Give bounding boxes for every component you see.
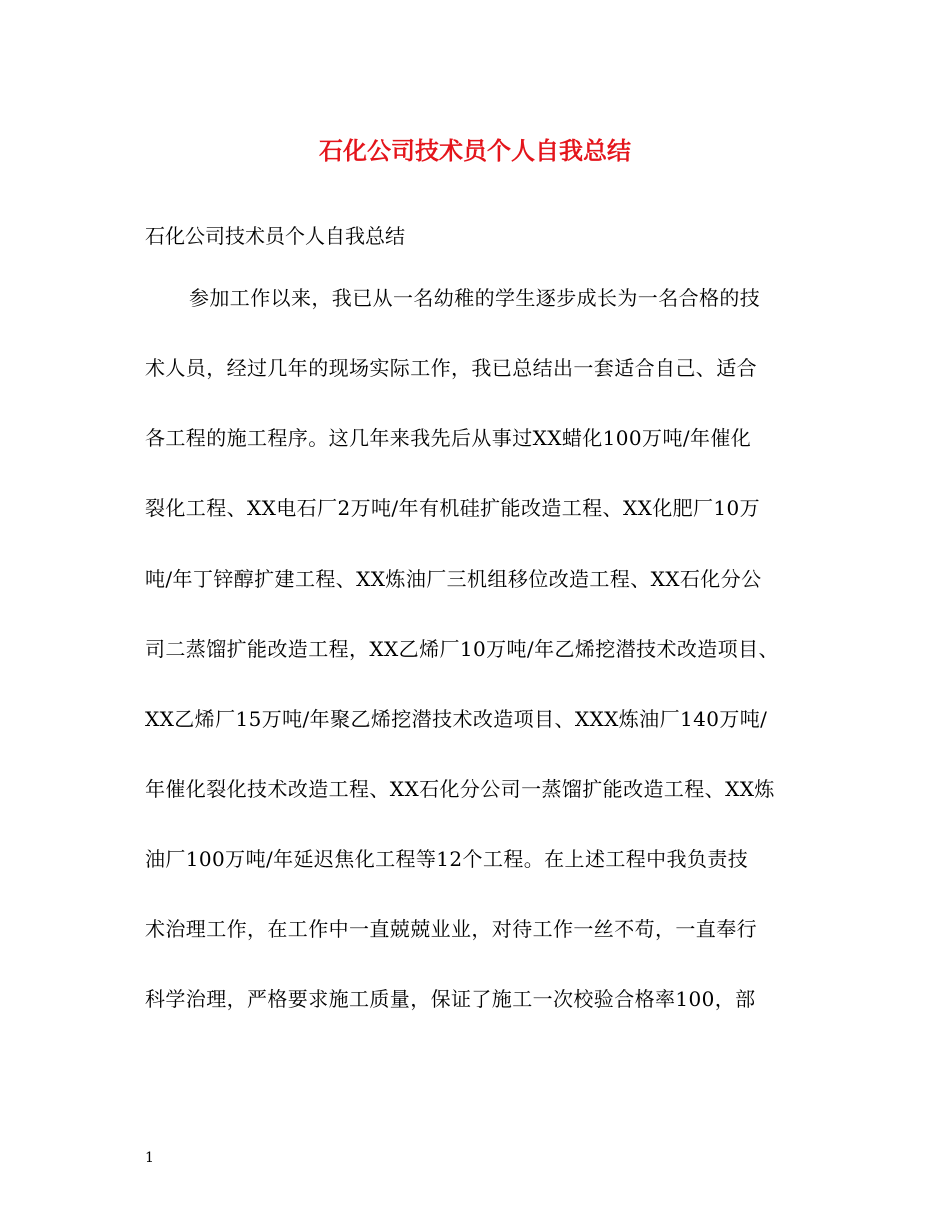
body-line-11: 科学治理，严格要求施工质量，保证了施工一次校验合格率100，部	[145, 987, 756, 1011]
body-line-2: 术人员，经过几年的现场实际工作，我已总结出一套适合自己、适合	[145, 356, 757, 380]
body-line-8: 年催化裂化技术改造工程、XX石化分公司一蒸馏扩能改造工程、XX炼	[145, 777, 775, 801]
page-number: 1	[145, 1150, 154, 1166]
document-subtitle: 石化公司技术员个人自我总结	[145, 224, 405, 248]
body-line-4: 裂化工程、XX电石厂2万吨/年有机硅扩能改造工程、XX化肥厂10万	[145, 496, 761, 520]
page-title: 石化公司技术员个人自我总结	[319, 136, 631, 165]
body-line-10: 术治理工作，在工作中一直兢兢业业，对待工作一丝不苟，一直奉行	[145, 917, 757, 941]
body-line-6: 司二蒸馏扩能改造工程，XX乙烯厂10万吨/年乙烯挖潜技术改造项目、	[145, 637, 779, 661]
body-line-9: 油厂100万吨/年延迟焦化工程等12个工程。在上述工程中我负责技	[145, 847, 749, 871]
body-line-7: XX乙烯厂15万吨/年聚乙烯挖潜技术改造项目、XXX炼油厂140万吨/	[145, 707, 768, 731]
body-line-1: 参加工作以来，我已从一名幼稚的学生逐步成长为一名合格的技	[189, 286, 761, 310]
body-line-5: 吨/年丁锌醇扩建工程、XX炼油厂三机组移位改造工程、XX石化分公	[145, 567, 762, 591]
body-line-3: 各工程的施工程序。这几年来我先后从事过XX蜡化100万吨/年催化	[145, 426, 752, 450]
